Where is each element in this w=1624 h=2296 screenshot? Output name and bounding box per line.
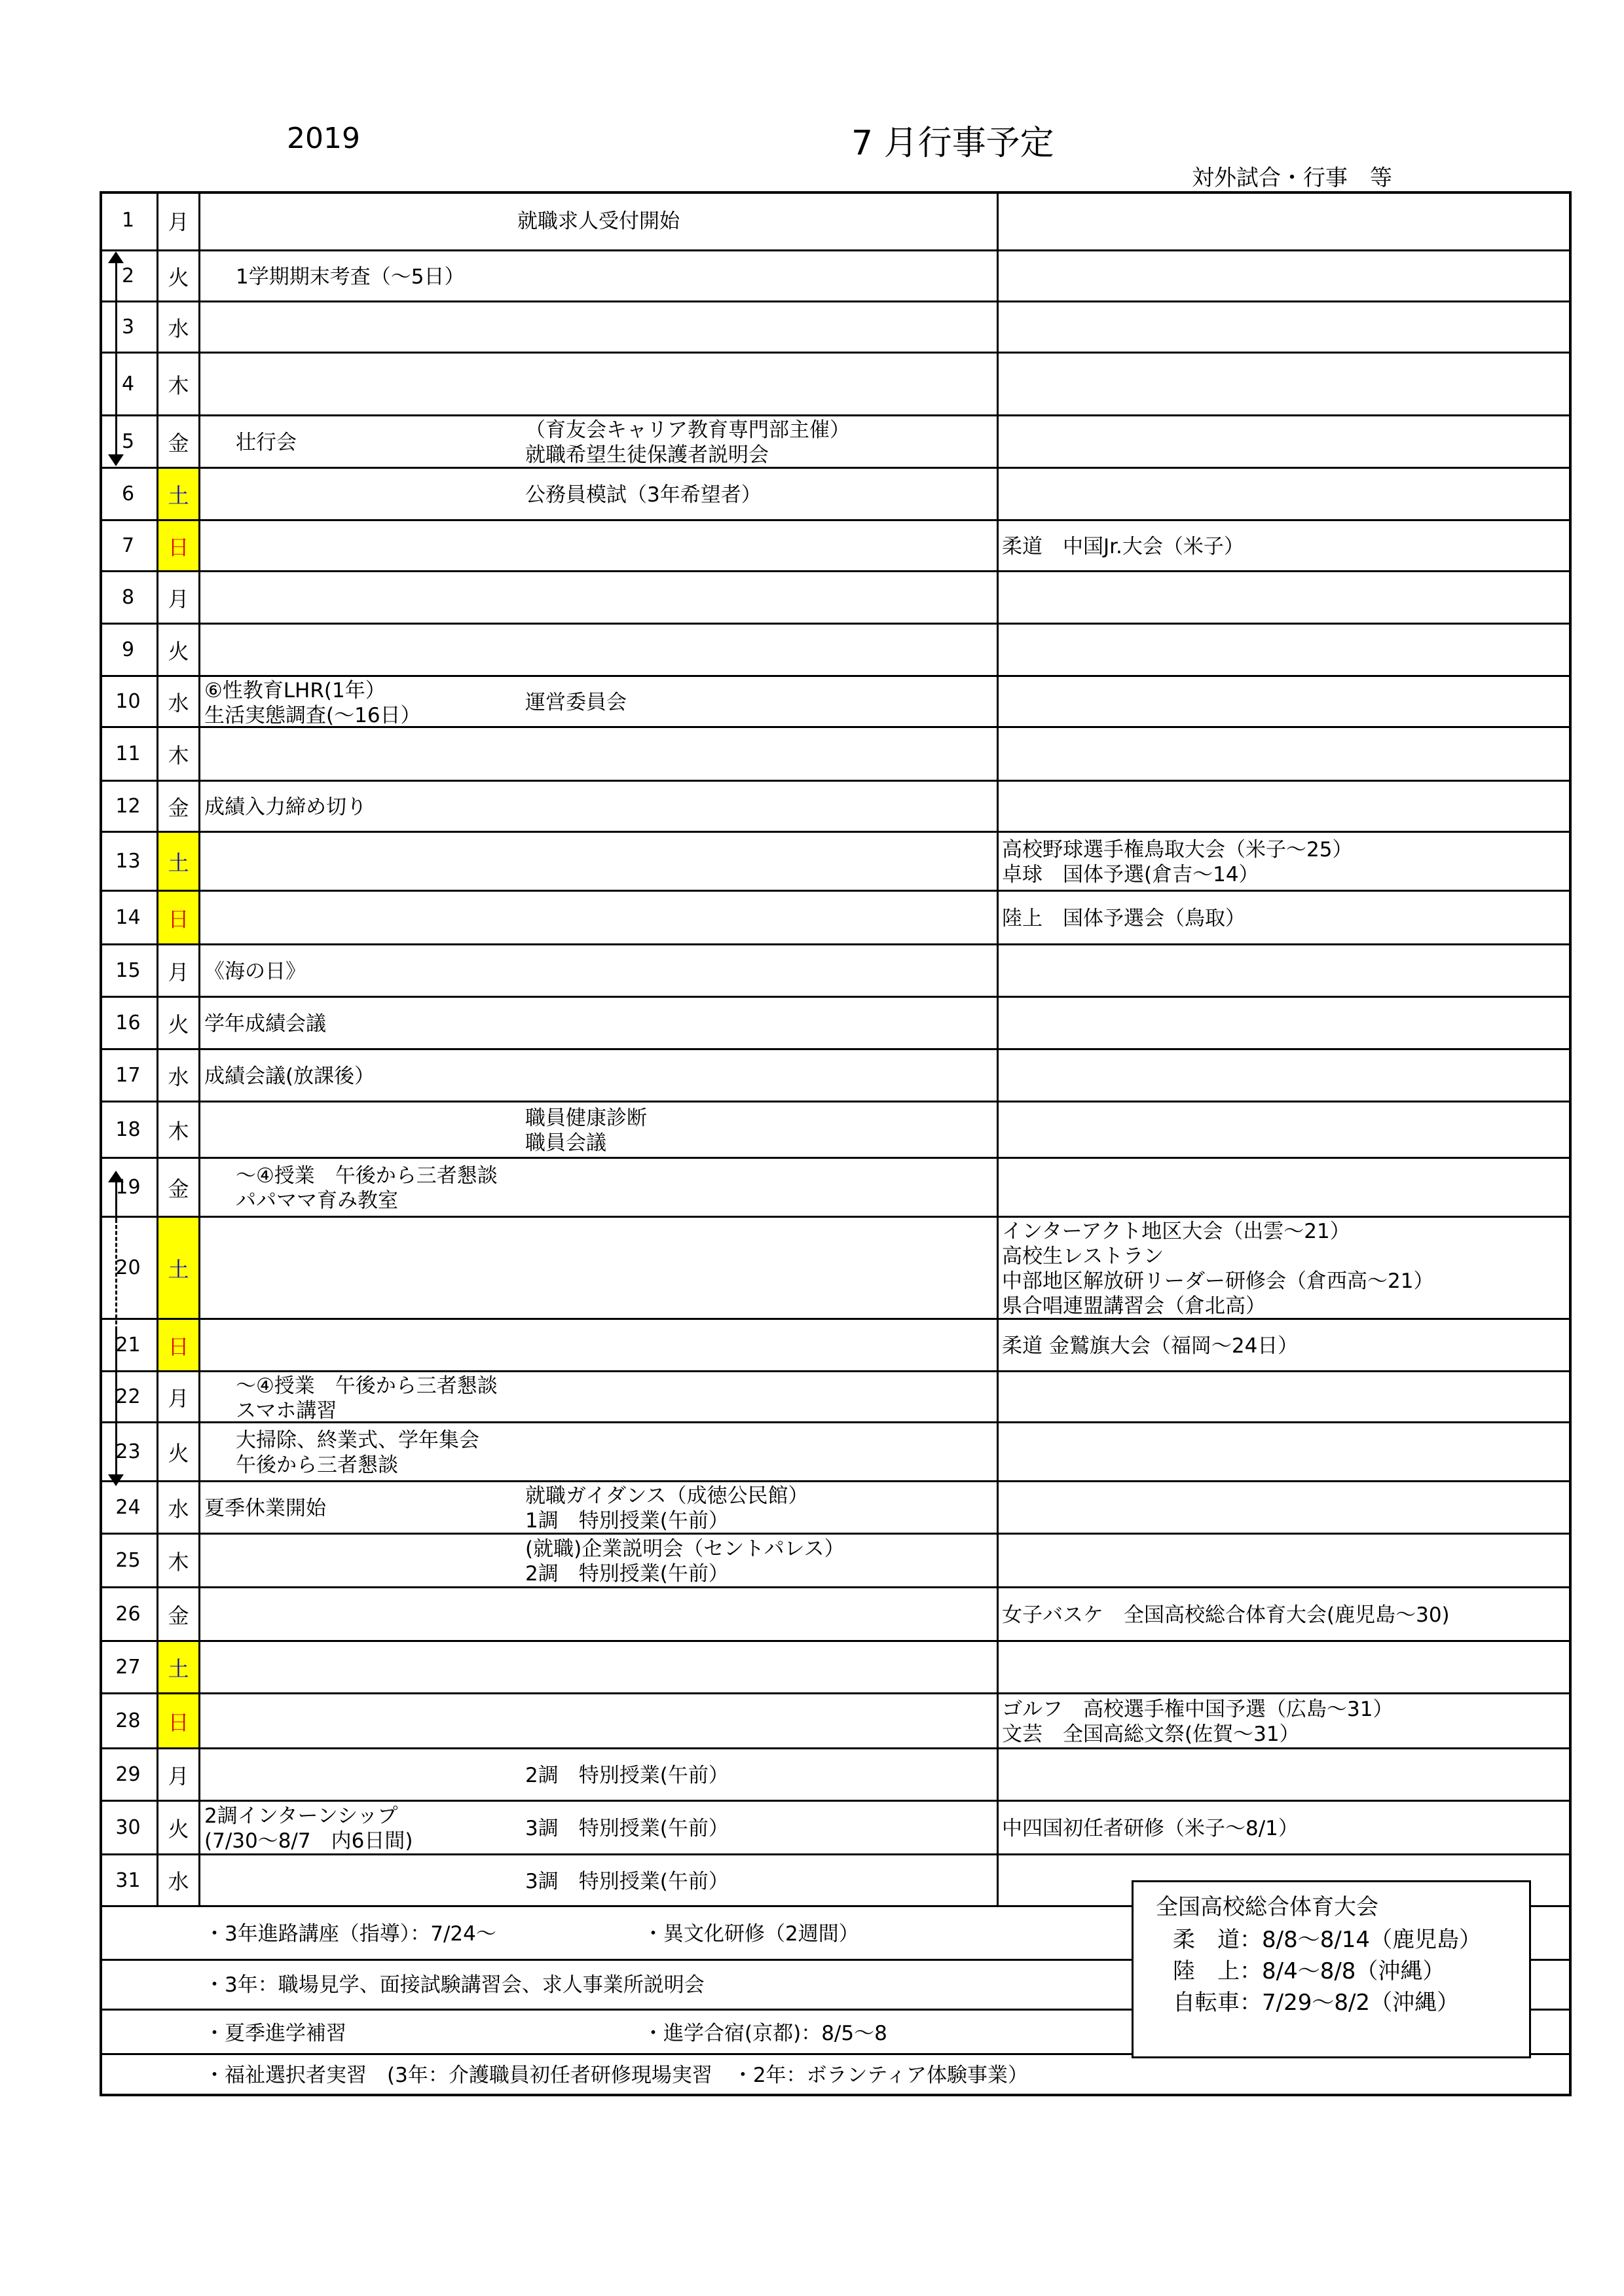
external-events-cell bbox=[997, 782, 1572, 831]
weekday: 日 bbox=[158, 521, 200, 570]
external-events-cell bbox=[997, 1423, 1572, 1480]
day-number: 20 bbox=[100, 1218, 158, 1318]
school-event: ～④授業 午後から三者懇談 スマホ講習 bbox=[236, 1374, 498, 1423]
external-events-cell bbox=[997, 1050, 1572, 1101]
day-number: 9 bbox=[100, 625, 158, 675]
day-number: 21 bbox=[100, 1320, 158, 1370]
range-arrow-down-icon bbox=[108, 454, 124, 466]
day-row bbox=[100, 191, 1572, 251]
external-event: インターアクト地区大会（出雲～21） 高校生レストラン 中部地区解放研リーダー研修会（倉西高～21） 県合唱連盟講習会（倉北高） bbox=[1002, 1220, 1434, 1318]
external-events-cell bbox=[997, 1535, 1572, 1586]
weekday: 土 bbox=[158, 1218, 200, 1318]
school-event-secondary: (就職)企業説明会（セントパレス） 2調 特別授業(午前） bbox=[525, 1537, 845, 1586]
external-event: 柔道 金鷲旗大会（福岡～24日） bbox=[1002, 1334, 1299, 1358]
day-number: 13 bbox=[100, 833, 158, 890]
column-subtitle: 対外試合・行事 等 bbox=[1192, 165, 1392, 191]
weekday: 日 bbox=[158, 1320, 200, 1370]
weekday: 金 bbox=[158, 416, 200, 467]
weekday: 土 bbox=[158, 469, 200, 519]
range-line-dashed bbox=[115, 1219, 117, 1330]
day-row bbox=[100, 1802, 1572, 1855]
weekday: 土 bbox=[158, 1642, 200, 1692]
box-line: 自転車：7/29～8/2（沖縄） bbox=[1173, 1990, 1460, 2016]
day-row bbox=[100, 892, 1572, 945]
weekday: 火 bbox=[158, 625, 200, 675]
external-events-cell bbox=[997, 728, 1572, 780]
school-event-secondary: 3調 特別授業(午前） bbox=[525, 1869, 729, 1893]
day-number: 31 bbox=[100, 1855, 158, 1905]
day-row bbox=[100, 833, 1572, 892]
day-number: 8 bbox=[100, 572, 158, 623]
school-event: 成績入力締め切り bbox=[204, 795, 367, 819]
weekday: 金 bbox=[158, 1588, 200, 1640]
day-number: 22 bbox=[100, 1372, 158, 1421]
day-row bbox=[100, 782, 1572, 833]
day-row bbox=[100, 1102, 1572, 1159]
weekday: 木 bbox=[158, 1102, 200, 1157]
range-line bbox=[115, 1178, 117, 1219]
school-event-secondary: 3調 特別授業(午前） bbox=[525, 1817, 729, 1840]
external-events-cell bbox=[997, 998, 1572, 1048]
day-row bbox=[100, 251, 1572, 302]
day-number: 15 bbox=[100, 945, 158, 996]
day-row bbox=[100, 625, 1572, 677]
day-number: 1 bbox=[100, 191, 158, 249]
weekday: 火 bbox=[158, 1802, 200, 1853]
school-event-secondary: 就職ガイダンス（成徳公民館） 1調 特別授業(午前） bbox=[525, 1484, 809, 1533]
school-event-secondary: 公務員模試（3年希望者） bbox=[525, 483, 762, 507]
external-event: 中四国初任者研修（米子～8/1） bbox=[1002, 1817, 1299, 1840]
day-number: 24 bbox=[100, 1482, 158, 1533]
day-number: 27 bbox=[100, 1642, 158, 1692]
day-number: 26 bbox=[100, 1588, 158, 1640]
external-events-cell bbox=[997, 469, 1572, 519]
day-number: 11 bbox=[100, 728, 158, 780]
day-number: 2 bbox=[100, 251, 158, 301]
school-event: 1学期期末考査（～5日） bbox=[236, 265, 465, 289]
day-number: 3 bbox=[100, 302, 158, 352]
day-row bbox=[100, 521, 1572, 572]
weekday: 月 bbox=[158, 1372, 200, 1421]
day-number: 30 bbox=[100, 1802, 158, 1853]
external-events-cell bbox=[997, 1372, 1572, 1421]
day-number: 6 bbox=[100, 469, 158, 519]
external-events-cell bbox=[997, 302, 1572, 352]
external-events-cell bbox=[997, 677, 1572, 726]
school-event-secondary: （育友会キャリア教育専門部主催） 就職希望生徒保護者説明会 bbox=[525, 418, 850, 467]
school-event: ⑥性教育LHR(1年） 生活実態調査(～16日） bbox=[204, 679, 421, 727]
day-row bbox=[100, 1423, 1572, 1482]
day-number: 18 bbox=[100, 1102, 158, 1157]
weekday: 木 bbox=[158, 1535, 200, 1586]
day-row bbox=[100, 1372, 1572, 1423]
day-row bbox=[100, 945, 1572, 998]
weekday: 水 bbox=[158, 1050, 200, 1101]
weekday: 水 bbox=[158, 302, 200, 352]
footer-note: ・3年：職場見学、面接試験講習会、求人事業所説明会 bbox=[204, 1973, 705, 1997]
footer-note: ・進学合宿(京都)：8/5～8 bbox=[643, 2022, 887, 2045]
weekday: 火 bbox=[158, 998, 200, 1048]
weekday: 月 bbox=[158, 1749, 200, 1800]
day-row bbox=[100, 1320, 1572, 1372]
range-line bbox=[115, 1330, 117, 1476]
weekday: 土 bbox=[158, 833, 200, 890]
day-number: 12 bbox=[100, 782, 158, 831]
year-label: 2019 bbox=[287, 122, 360, 155]
school-event: 大掃除、終業式、学年集会 午後から三者懇談 bbox=[236, 1429, 479, 1477]
day-row bbox=[100, 1694, 1572, 1749]
school-event: 成績会議(放課後） bbox=[204, 1065, 375, 1088]
day-row bbox=[100, 354, 1572, 416]
external-events-cell bbox=[997, 572, 1572, 623]
day-row bbox=[100, 1588, 1572, 1642]
national-games-box bbox=[1132, 1880, 1531, 2058]
event-text: 就職求人受付開始 bbox=[517, 210, 680, 233]
school-event: ～④授業 午後から三者懇談 パパママ育み教室 bbox=[236, 1164, 498, 1212]
weekday: 金 bbox=[158, 1159, 200, 1216]
school-event: 《海の日》 bbox=[204, 960, 306, 983]
day-row bbox=[100, 1482, 1572, 1535]
range-line bbox=[115, 259, 117, 456]
weekday: 日 bbox=[158, 892, 200, 943]
school-event: 夏季休業開始 bbox=[204, 1497, 326, 1520]
external-events-cell bbox=[997, 1642, 1572, 1692]
school-event-secondary: 運営委員会 bbox=[525, 691, 627, 714]
external-events-cell bbox=[997, 1749, 1572, 1800]
external-events-cell bbox=[997, 1102, 1572, 1157]
weekday: 月 bbox=[158, 572, 200, 623]
external-events-cell bbox=[997, 945, 1572, 996]
box-line: 陸 上：8/4～8/8（沖縄） bbox=[1173, 1958, 1445, 1984]
day-row bbox=[100, 677, 1572, 728]
school-event: 2調インターンシップ (7/30～8/7 内6日間) bbox=[204, 1804, 413, 1853]
day-row bbox=[100, 1050, 1572, 1102]
weekday: 火 bbox=[158, 1423, 200, 1480]
school-event-secondary: 職員健康診断 職員会議 bbox=[525, 1106, 647, 1155]
footer-note: ・夏季進学補習 bbox=[204, 2022, 346, 2045]
day-number: 17 bbox=[100, 1050, 158, 1101]
weekday: 木 bbox=[158, 728, 200, 780]
day-row bbox=[100, 1535, 1572, 1588]
weekday: 月 bbox=[158, 191, 200, 249]
day-number: 29 bbox=[100, 1749, 158, 1800]
day-row bbox=[100, 998, 1572, 1050]
footer-note: ・異文化研修（2週間） bbox=[643, 1922, 859, 1946]
external-events-cell bbox=[997, 251, 1572, 301]
external-events-cell bbox=[997, 625, 1572, 675]
day-row bbox=[100, 728, 1572, 782]
day-row bbox=[100, 302, 1572, 354]
external-events-cell bbox=[997, 416, 1572, 467]
day-number: 14 bbox=[100, 892, 158, 943]
school-event-secondary: 2調 特別授業(午前） bbox=[525, 1764, 729, 1787]
day-number: 19 bbox=[100, 1159, 158, 1216]
day-number: 7 bbox=[100, 521, 158, 570]
weekday: 水 bbox=[158, 1482, 200, 1533]
day-number: 16 bbox=[100, 998, 158, 1048]
box-title: 全国高校総合体育大会 bbox=[1156, 1894, 1378, 1920]
external-event: 陸上 国体予選会（鳥取） bbox=[1002, 907, 1246, 930]
day-number: 28 bbox=[100, 1694, 158, 1747]
school-event: 学年成績会議 bbox=[204, 1012, 326, 1036]
footer-note: ・福祉選択者実習 (3年：介護職員初任者研修現場実習 ・2年：ボランティア体験事業） bbox=[204, 2064, 1029, 2087]
day-row bbox=[100, 572, 1572, 625]
day-row bbox=[100, 469, 1572, 521]
range-arrow-down-icon bbox=[108, 1474, 124, 1486]
page-title: 7 月行事予定 bbox=[851, 124, 1054, 163]
external-events-cell bbox=[997, 354, 1572, 414]
weekday: 火 bbox=[158, 251, 200, 301]
external-event: 高校野球選手権鳥取大会（米子～25） 卓球 国体予選(倉吉～14） bbox=[1002, 838, 1353, 886]
external-event: ゴルフ 高校選手権中国予選（広島～31） 文芸 全国高総文祭(佐賀～31） bbox=[1002, 1698, 1393, 1746]
day-row bbox=[100, 1749, 1572, 1802]
day-row bbox=[100, 1218, 1572, 1320]
box-line: 柔 道：8/8～8/14（鹿児島） bbox=[1173, 1927, 1482, 1953]
external-events-cell bbox=[997, 1159, 1572, 1216]
weekday: 金 bbox=[158, 782, 200, 831]
day-number: 5 bbox=[100, 416, 158, 467]
day-row bbox=[100, 416, 1572, 469]
day-row bbox=[100, 1159, 1572, 1218]
footer-row bbox=[100, 2055, 1572, 2096]
external-events-cell bbox=[997, 191, 1572, 249]
school-event: 壮行会 bbox=[236, 431, 297, 454]
day-row bbox=[100, 1642, 1572, 1694]
weekday: 水 bbox=[158, 1855, 200, 1905]
external-event: 柔道 中国Jr.大会（米子） bbox=[1002, 535, 1244, 558]
weekday: 月 bbox=[158, 945, 200, 996]
weekday: 日 bbox=[158, 1694, 200, 1747]
day-number: 4 bbox=[100, 354, 158, 414]
external-event: 女子バスケ 全国高校総合体育大会(鹿児島～30) bbox=[1002, 1603, 1450, 1627]
weekday: 木 bbox=[158, 354, 200, 414]
day-number: 10 bbox=[100, 677, 158, 726]
day-number: 23 bbox=[100, 1423, 158, 1480]
external-events-cell bbox=[997, 1482, 1572, 1533]
weekday: 水 bbox=[158, 677, 200, 726]
day-number: 25 bbox=[100, 1535, 158, 1586]
footer-note: ・3年進路講座（指導）：7/24～ bbox=[204, 1922, 496, 1946]
